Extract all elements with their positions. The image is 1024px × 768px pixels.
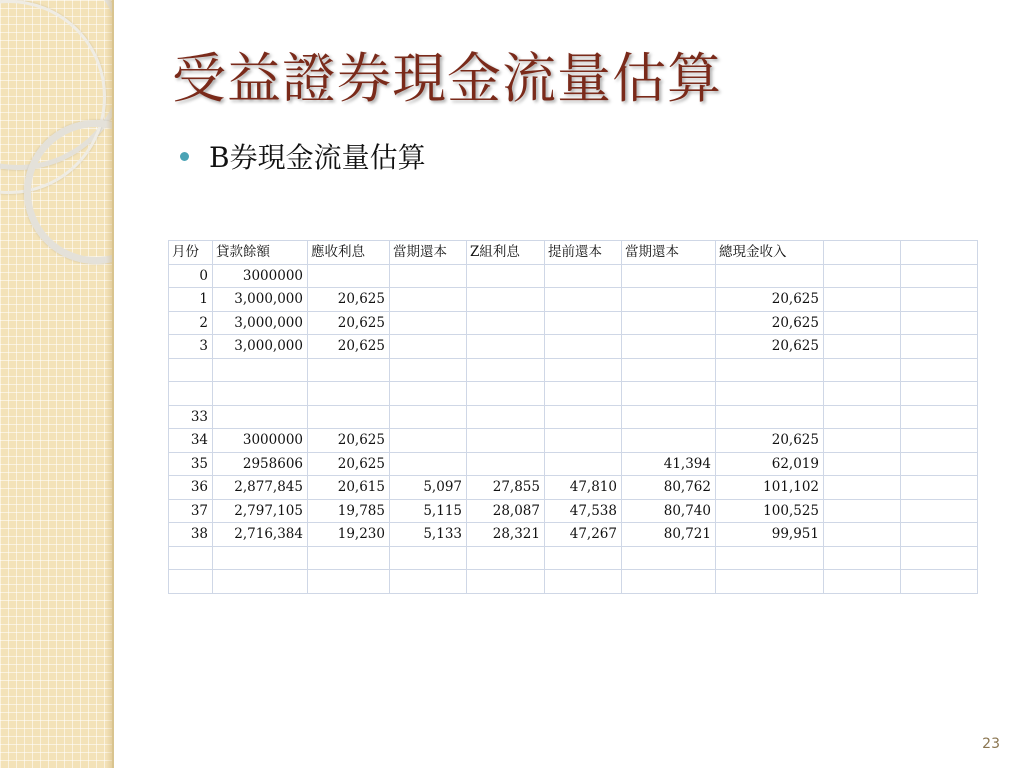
table-cell — [824, 358, 901, 382]
table-cell: 0 — [169, 264, 213, 288]
table-cell — [901, 452, 978, 476]
table-cell — [716, 570, 824, 594]
header-cell: 當期還本 — [622, 241, 716, 265]
bullet-item — [180, 134, 426, 178]
header-cell — [901, 241, 978, 265]
table-cell: 20,615 — [308, 476, 390, 500]
table-cell — [545, 452, 622, 476]
header-cell: 總現金收入 — [716, 241, 824, 265]
table-cell — [716, 382, 824, 406]
table-cell — [467, 452, 545, 476]
table-cell — [308, 382, 390, 406]
table-cell — [901, 476, 978, 500]
table-cell: 80,762 — [622, 476, 716, 500]
table-cell — [622, 546, 716, 570]
table-cell: 28,321 — [467, 523, 545, 547]
table-cell: 41,394 — [622, 452, 716, 476]
table-cell: 2958606 — [213, 452, 308, 476]
table-cell — [545, 429, 622, 453]
table-cell: 36 — [169, 476, 213, 500]
table-cell — [901, 570, 978, 594]
table-cell: 80,740 — [622, 499, 716, 523]
table-row — [169, 452, 978, 476]
table-cell: 27,855 — [467, 476, 545, 500]
table-cell: 1 — [169, 288, 213, 312]
table-cell — [901, 405, 978, 429]
table-cell — [467, 311, 545, 335]
table-cell — [545, 264, 622, 288]
table-cell — [824, 570, 901, 594]
decorative-side-band — [0, 0, 114, 768]
table-row — [169, 311, 978, 335]
bullet-dot-icon — [180, 152, 189, 161]
header-cell: 月份 — [169, 241, 213, 265]
table-cell — [467, 288, 545, 312]
table-cell — [824, 452, 901, 476]
table-cell: 37 — [169, 499, 213, 523]
page-number: 23 — [982, 736, 1000, 752]
table-cell — [901, 288, 978, 312]
cash-flow-table — [168, 240, 978, 594]
table-cell: 3,000,000 — [213, 288, 308, 312]
table-cell — [545, 311, 622, 335]
table-cell — [901, 335, 978, 359]
table-cell — [390, 546, 467, 570]
table-row — [169, 288, 978, 312]
header-cell: 當期還本 — [390, 241, 467, 265]
table-cell — [545, 546, 622, 570]
table-cell: 2,797,105 — [213, 499, 308, 523]
table-cell — [467, 429, 545, 453]
table-cell — [545, 405, 622, 429]
table-cell: 19,785 — [308, 499, 390, 523]
table-cell — [622, 264, 716, 288]
table-cell — [390, 288, 467, 312]
table-cell: 20,625 — [716, 288, 824, 312]
table-cell: 100,525 — [716, 499, 824, 523]
table-cell: 80,721 — [622, 523, 716, 547]
table-cell: 35 — [169, 452, 213, 476]
table-row — [169, 546, 978, 570]
table-row — [169, 382, 978, 406]
table-cell: 3,000,000 — [213, 311, 308, 335]
table-cell — [901, 499, 978, 523]
table-row — [169, 523, 978, 547]
table-cell — [213, 382, 308, 406]
table-cell — [390, 335, 467, 359]
table-cell: 5,115 — [390, 499, 467, 523]
table-cell — [308, 358, 390, 382]
table-cell: 2,877,845 — [213, 476, 308, 500]
table-cell — [824, 382, 901, 406]
table-body — [169, 264, 978, 593]
table-cell: 47,538 — [545, 499, 622, 523]
table-cell: 20,625 — [308, 452, 390, 476]
table-row — [169, 335, 978, 359]
table-cell: 19,230 — [308, 523, 390, 547]
table-cell: 3000000 — [213, 429, 308, 453]
table-cell — [308, 546, 390, 570]
table-cell — [901, 523, 978, 547]
header-cell — [824, 241, 901, 265]
table-cell — [901, 382, 978, 406]
table-cell: 5,097 — [390, 476, 467, 500]
table-cell — [716, 264, 824, 288]
table-cell: 47,810 — [545, 476, 622, 500]
table-cell — [824, 288, 901, 312]
table-cell — [901, 311, 978, 335]
table-cell — [824, 335, 901, 359]
table-cell — [390, 570, 467, 594]
table-cell — [169, 546, 213, 570]
table-cell — [390, 311, 467, 335]
table-cell — [213, 358, 308, 382]
table-cell — [622, 405, 716, 429]
table-cell — [545, 382, 622, 406]
table-cell: 20,625 — [308, 335, 390, 359]
table-cell — [213, 570, 308, 594]
table-cell: 101,102 — [716, 476, 824, 500]
table-row — [169, 570, 978, 594]
table-cell — [308, 405, 390, 429]
table-cell: 3 — [169, 335, 213, 359]
bullet-text: B券現金流量估算 — [209, 141, 426, 174]
table-cell — [901, 429, 978, 453]
table-row — [169, 405, 978, 429]
table-cell — [390, 358, 467, 382]
table-cell: 3000000 — [213, 264, 308, 288]
table-row — [169, 499, 978, 523]
table-cell — [390, 405, 467, 429]
table-cell: 20,625 — [308, 288, 390, 312]
table-cell — [308, 264, 390, 288]
table-cell — [622, 570, 716, 594]
table-cell — [390, 429, 467, 453]
table-cell — [901, 546, 978, 570]
table-cell: 20,625 — [308, 429, 390, 453]
table-row — [169, 264, 978, 288]
table-cell: 20,625 — [308, 311, 390, 335]
table-cell: 99,951 — [716, 523, 824, 547]
table-cell — [824, 523, 901, 547]
table-cell: 20,625 — [716, 335, 824, 359]
table-cell — [467, 335, 545, 359]
table-cell — [622, 335, 716, 359]
table-cell — [545, 335, 622, 359]
table-cell — [622, 358, 716, 382]
table-cell — [824, 429, 901, 453]
table-cell: 33 — [169, 405, 213, 429]
table-cell — [467, 570, 545, 594]
table-row — [169, 429, 978, 453]
table-cell: 2 — [169, 311, 213, 335]
table-cell — [169, 382, 213, 406]
table-cell: 20,625 — [716, 311, 824, 335]
table-cell — [622, 382, 716, 406]
table-cell — [467, 405, 545, 429]
header-cell: 提前還本 — [545, 241, 622, 265]
table-cell: 3,000,000 — [213, 335, 308, 359]
table-cell — [545, 288, 622, 312]
table-cell — [622, 311, 716, 335]
table-cell — [824, 546, 901, 570]
table-cell — [716, 405, 824, 429]
header-cell: 應收利息 — [308, 241, 390, 265]
table-cell — [545, 570, 622, 594]
table-cell — [467, 358, 545, 382]
table-cell — [622, 429, 716, 453]
table-cell: 5,133 — [390, 523, 467, 547]
table-cell — [390, 382, 467, 406]
table-cell: 2,716,384 — [213, 523, 308, 547]
table-cell — [824, 311, 901, 335]
slide-title: 受益證券現金流量估算 — [172, 47, 722, 110]
table-cell — [390, 452, 467, 476]
table-cell — [169, 570, 213, 594]
table-row — [169, 476, 978, 500]
table-cell — [467, 382, 545, 406]
table-row — [169, 358, 978, 382]
table-cell: 20,625 — [716, 429, 824, 453]
table-cell — [169, 358, 213, 382]
table-cell — [213, 546, 308, 570]
table-cell: 28,087 — [467, 499, 545, 523]
table-cell — [716, 546, 824, 570]
table-cell — [901, 358, 978, 382]
table-cell — [467, 546, 545, 570]
table-cell — [824, 264, 901, 288]
header-cell: 貸款餘額 — [213, 241, 308, 265]
table-cell — [824, 405, 901, 429]
table-cell — [716, 358, 824, 382]
table-cell — [901, 264, 978, 288]
table-cell: 34 — [169, 429, 213, 453]
table-cell: 38 — [169, 523, 213, 547]
table-cell — [213, 405, 308, 429]
table-cell — [467, 264, 545, 288]
header-cell: Z組利息 — [467, 241, 545, 265]
table-header-row — [169, 241, 978, 265]
table-cell — [824, 499, 901, 523]
table-cell: 47,267 — [545, 523, 622, 547]
table-cell: 62,019 — [716, 452, 824, 476]
table-cell — [308, 570, 390, 594]
table-cell — [390, 264, 467, 288]
table-cell — [545, 358, 622, 382]
table-cell — [824, 476, 901, 500]
table-cell — [622, 288, 716, 312]
